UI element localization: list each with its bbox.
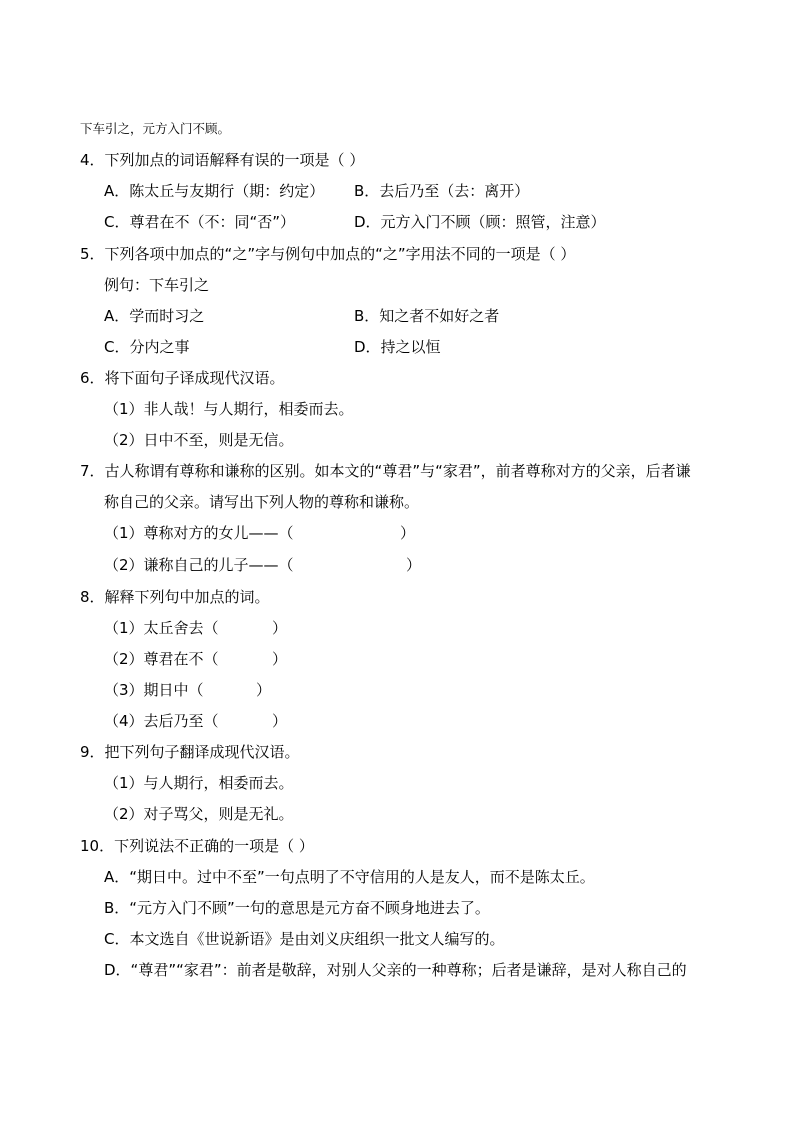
question-4-option-b: B．去后乃至（去：离开） — [354, 182, 530, 200]
question-8-item-3-text: （3）期日中（ — [104, 681, 204, 699]
question-6-sentence-1: （1）非人哉！与人期行，相委而去。 — [104, 400, 354, 418]
question-10-stem: 10．下列说法不正确的一项是（ ） — [80, 837, 314, 855]
question-9-sentence-2: （2）对子骂父，则是无礼。 — [104, 805, 294, 823]
question-4-option-d: D．元方入门不顾（顾：照管，注意） — [354, 213, 606, 231]
question-7-item-2 — [104, 555, 422, 575]
question-8-item-1-text: （1）太丘舍去（ — [104, 619, 219, 637]
question-6-stem: 6．将下面句子译成现代汉语。 — [80, 369, 285, 387]
question-10-option-a: A．“期日中。过中不至”一句点明了不守信用的人是友人，而不是陈太丘。 — [104, 868, 595, 886]
question-8-stem: 8．解释下列句中加点的词。 — [80, 588, 270, 606]
question-9-sentence-1: （1）与人期行，相委而去。 — [104, 774, 294, 792]
answer-blank[interactable]: ） — [400, 524, 416, 542]
question-5-stem: 5．下列各项中加点的“之”字与例句中加点的“之”字用法不同的一项是（ ） — [80, 245, 576, 263]
question-8-item-2-text: （2）尊君在不（ — [104, 650, 219, 668]
question-5-option-b: B．知之者不如好之者 — [354, 307, 500, 325]
answer-blank[interactable]: ） — [272, 712, 288, 730]
question-4-option-c: C．尊君在不（不：同“否”） — [104, 213, 296, 231]
question-6-sentence-2: （2）日中不至，则是无信。 — [104, 431, 294, 449]
question-10-option-d: D．“尊君”“家君”：前者是敬辞，对别人父亲的一种尊称；后者是谦辞，是对人称自己的 — [104, 961, 687, 979]
question-8-item-2 — [104, 649, 288, 669]
question-10-option-b: B．“元方入门不顾”一句的意思是元方奋不顾身地进去了。 — [104, 899, 490, 917]
question-4-option-a: A．陈太丘与友期行（期：约定） — [104, 182, 325, 200]
question-7-item-1 — [104, 523, 416, 543]
question-8-item-1 — [104, 618, 288, 638]
intro-line: 下车引之，元方入门不顾。 — [80, 121, 231, 136]
question-5-option-d: D．持之以恒 — [354, 338, 441, 356]
question-4-stem: 4．下列加点的词语解释有误的一项是（ ） — [80, 151, 365, 169]
question-8-item-4-text: （4）去后乃至（ — [104, 712, 219, 730]
question-8-item-4 — [104, 711, 288, 731]
question-5-option-a: A．学而时习之 — [104, 307, 205, 325]
question-7-item-2-text: （2）谦称自己的儿子——（ — [104, 556, 294, 574]
answer-blank[interactable]: ） — [272, 650, 288, 668]
answer-blank[interactable]: ） — [406, 556, 422, 574]
question-5-option-c: C．分内之事 — [104, 338, 190, 356]
question-7-stem-cont: 称自己的父亲。请写出下列人物的尊称和谦称。 — [104, 493, 420, 511]
question-10-option-c: C．本文选自《世说新语》是由刘义庆组织一批文人编写的。 — [104, 930, 505, 948]
answer-blank[interactable]: ） — [256, 681, 272, 699]
question-9-stem: 9．把下列句子翻译成现代汉语。 — [80, 743, 300, 761]
question-5-example: 例句：下车引之 — [104, 276, 210, 294]
question-8-item-3 — [104, 680, 272, 700]
answer-blank[interactable]: ） — [272, 619, 288, 637]
question-7-item-1-text: （1）尊称对方的女儿——（ — [104, 524, 294, 542]
question-7-stem: 7．古人称谓有尊称和谦称的区别。如本文的“尊君”与“家君”，前者尊称对方的父亲，后者谦 — [80, 462, 691, 480]
